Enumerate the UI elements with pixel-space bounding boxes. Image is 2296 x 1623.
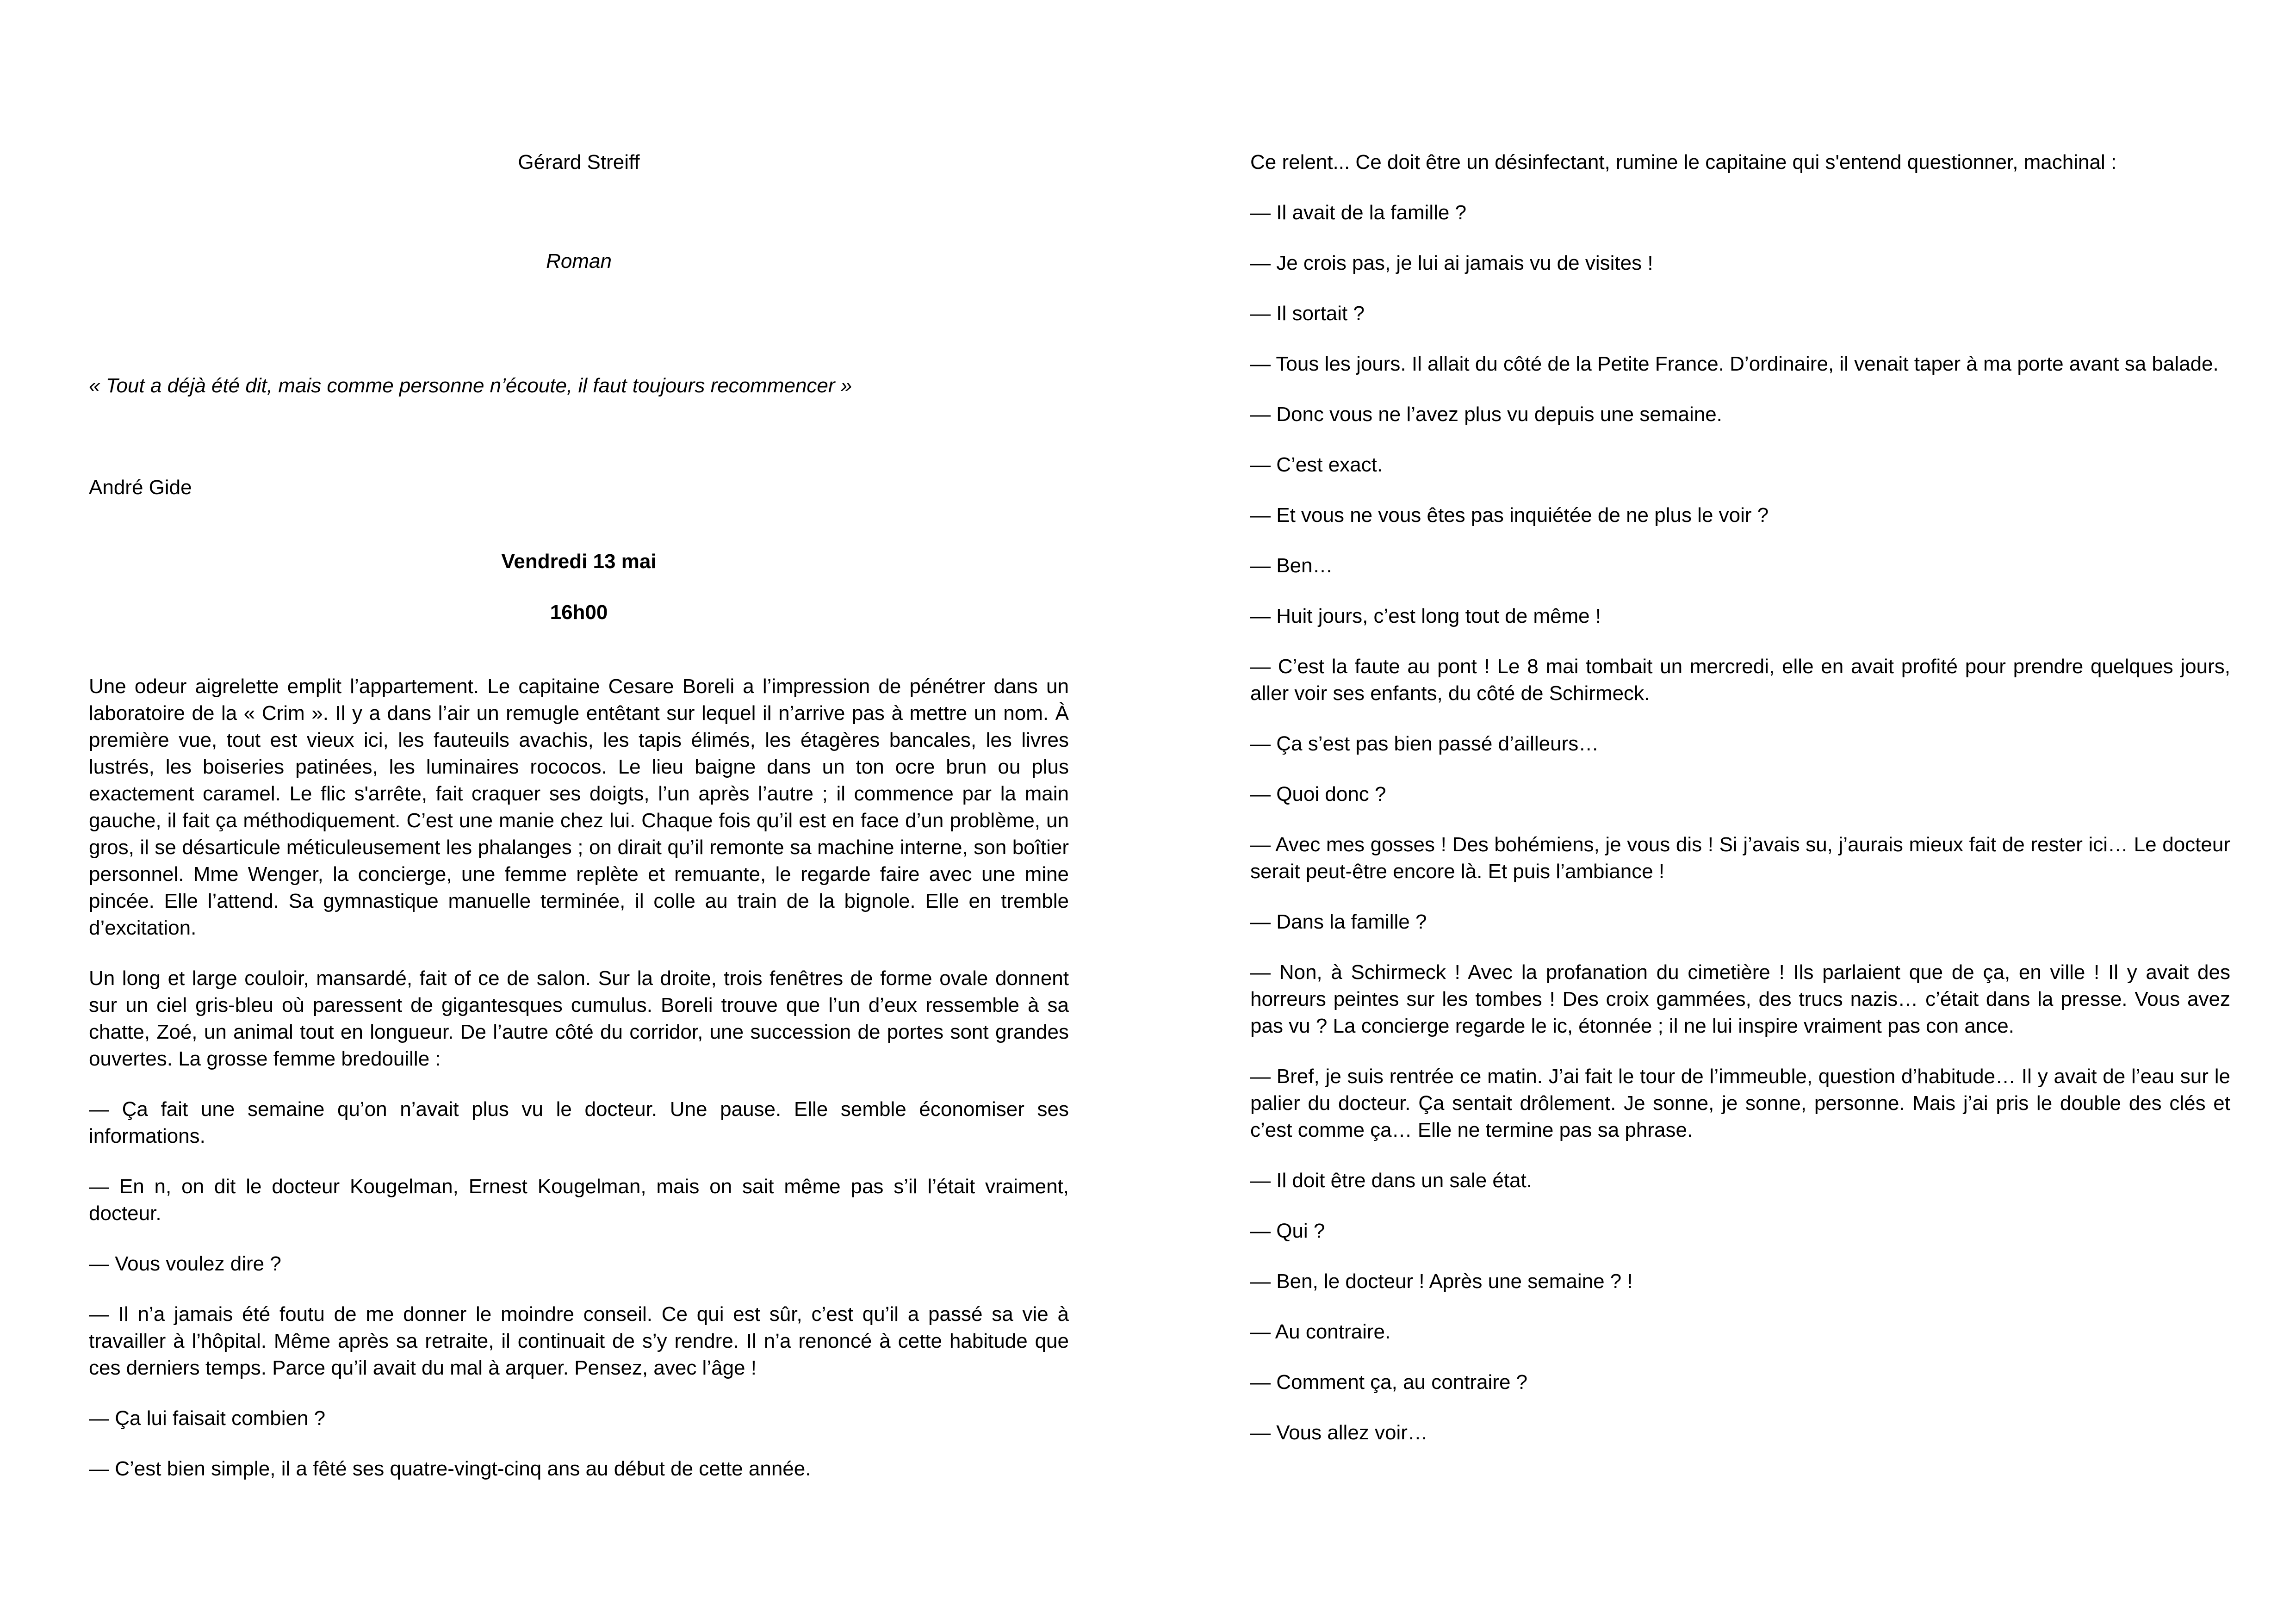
paragraph: — Ça s’est pas bien passé d’ailleurs… [1250, 732, 1599, 755]
paragraph: Ce relent... Ce doit être un désinfectant, rumine le capitaine qui s'entend questionner, machinal : [1250, 151, 2117, 173]
paragraph: — Il avait de la famille ? [1250, 201, 1467, 224]
paragraph: — Non, à Schirmeck ! Avec la profanation du cimetière ! Ils parlaient que de ça, en ville ! Il y avait des horreurs peintes sur les tombes ! Des croix gammées, des trucs nazis… c’était dans la presse. Vous avez pas vu ? La concierge regarde le ic, étonnée ; il ne lui inspire vraiment pas con ance. [1250, 961, 2230, 1037]
paragraph: — Je crois pas, je lui ai jamais vu de visites ! [1250, 252, 1653, 274]
paragraph: — Tous les jours. Il allait du côté de la Petite France. D’ordinaire, il venait taper à ma porte avant sa balade. [1250, 353, 2219, 375]
paragraph: — C’est exact. [1250, 453, 1383, 476]
chapter-time-heading: 16h00 [550, 601, 608, 624]
paragraph: — Au contraire. [1250, 1320, 1391, 1343]
paragraph: — C’est bien simple, il a fêté ses quatre-vingt-cinq ans au début de cette année. [89, 1457, 811, 1480]
right-page-body [1250, 149, 2230, 1470]
author-name: Gérard Streiff [518, 151, 640, 173]
paragraph: — Huit jours, c’est long tout de même ! [1250, 605, 1601, 627]
epigraph-author: André Gide [89, 476, 192, 499]
paragraph: Une odeur aigrelette emplit l’appartement. Le capitaine Cesare Boreli a l’impression de pénétrer dans un laboratoire de la « Crim ». Il y a dans l’air un remugle entêtant sur lequel il n’arrive pas à mettre un nom. À première vue, tout est vieux ici, les fauteuils avachis, les tapis élimés, les étagères bancales, les livres lustrés, les boiseries patinées, les luminaires rococos. Le lieu baigne dans un ton ocre brun ou plus exactement caramel. Le flic s'arrête, fait craquer ses doigts, l’un après l’autre ; il commence par la main gauche, il fait ça méthodiquement. C’est une manie chez lui. Chaque fois qu’il est en face d’un problème, un gros, il se désarticule méticuleusement les phalanges ; on dirait qu’il remonte sa machine interne, son boîtier personnel. Mme Wenger, la concierge, une femme replète et remuante, le regarde faire avec une mine pincée. Elle l’attend. Sa gymnastique manuelle terminée, il colle au train de la bignole. Elle en tremble d’excitation. [89, 675, 1069, 939]
paragraph: — Avec mes gosses ! Des bohémiens, je vous dis ! Si j’avais su, j’aurais mieux fait de rester ici… Le docteur serait peut-être encore là. Et puis l’ambiance ! [1250, 833, 2230, 883]
epigraph-quote: « Tout a déjà été dit, mais comme personne n’écoute, il faut toujours recommencer » [89, 374, 852, 397]
paragraph: — Dans la famille ? [1250, 911, 1427, 933]
paragraph: — Vous voulez dire ? [89, 1252, 281, 1275]
paragraph: — Qui ? [1250, 1220, 1325, 1242]
paragraph: — C’est la faute au pont ! Le 8 mai tombait un mercredi, elle en avait profité pour prendre quelques jours, aller voir ses enfants, du côté de Schirmeck. [1250, 655, 2230, 705]
left-page-body [89, 673, 1069, 1506]
paragraph: — Ça lui faisait combien ? [89, 1407, 326, 1430]
paragraph: — Il doit être dans un sale état. [1250, 1169, 1533, 1192]
paragraph: — Ça fait une semaine qu’on n’avait plus vu le docteur. Une pause. Elle semble économiser ses informations. [89, 1098, 1069, 1147]
paragraph: — Et vous ne vous êtes pas inquiétée de ne plus le voir ? [1250, 504, 1769, 527]
paragraph: — Vous allez voir… [1250, 1421, 1428, 1444]
paragraph: — Donc vous ne l’avez plus vu depuis une semaine. [1250, 403, 1722, 426]
paragraph: — Quoi donc ? [1250, 783, 1386, 805]
paragraph: — Il n’a jamais été foutu de me donner le moindre conseil. Ce qui est sûr, c’est qu’il a passé sa vie à travailler à l’hôpital. Même après sa retraite, il continuait de s’y rendre. Il n’a renoncé à cette habitude que ces derniers temps. Parce qu’il avait du mal à arquer. Pensez, avec l’âge ! [89, 1303, 1069, 1379]
paragraph: — Ben… [1250, 554, 1333, 577]
chapter-date-heading: Vendredi 13 mai [501, 550, 657, 573]
paragraph: — Comment ça, au contraire ? [1250, 1371, 1528, 1394]
paragraph: — Il sortait ? [1250, 302, 1365, 325]
paragraph: — En n, on dit le docteur Kougelman, Ernest Kougelman, mais on sait même pas s’il l’était vraiment, docteur. [89, 1175, 1069, 1225]
paragraph: Un long et large couloir, mansardé, fait of ce de salon. Sur la droite, trois fenêtres de forme ovale donnent sur un ciel gris-bleu où paressent de gigantesques cumulus. Boreli trouve que l’un d’eux ressemble à sa chatte, Zoé, un animal tout en longueur. De l’autre côté du corridor, une succession de portes sont grandes ouvertes. La grosse femme bredouille : [89, 967, 1069, 1070]
genre-label: Roman [546, 250, 612, 273]
paragraph: — Ben, le docteur ! Après une semaine ? ! [1250, 1270, 1633, 1293]
paragraph: — Bref, je suis rentrée ce matin. J’ai fait le tour de l’immeuble, question d’habitude… Il y avait de l’eau sur le palier du docteur. Ça sentait drôlement. Je sonne, je sonne, personne. Mais j’ai pris le double des clés et c’est comme ça… Elle ne termine pas sa phrase. [1250, 1065, 2230, 1141]
